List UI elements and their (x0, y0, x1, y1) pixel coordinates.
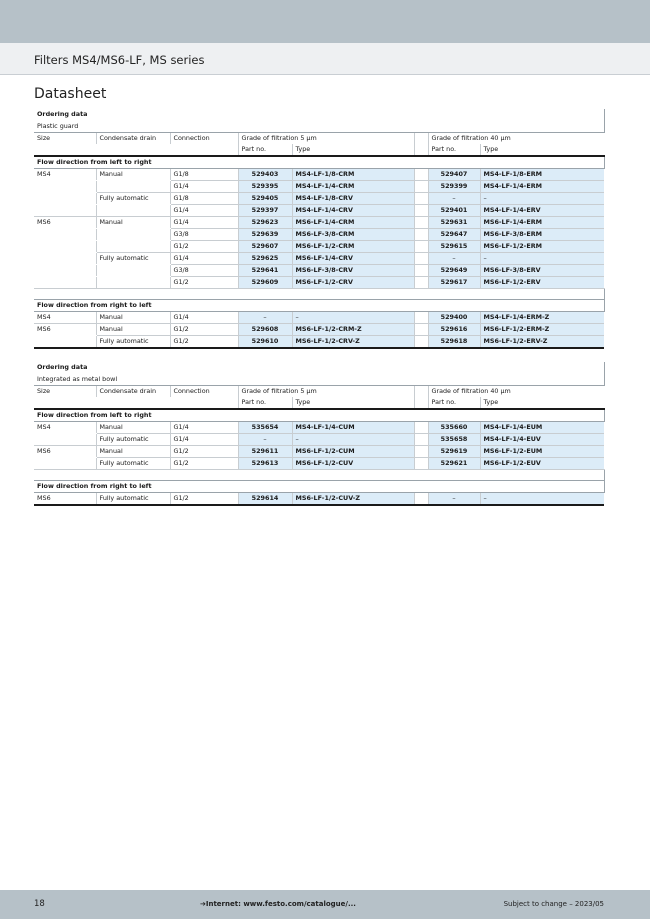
part-no-5um-cell: 529395 (238, 180, 292, 192)
header-size: Size (34, 132, 96, 144)
page-title: Datasheet (34, 86, 107, 102)
condensate-drain-cell: Fully automatic (96, 252, 170, 264)
part-no-40um-cell: 529618 (428, 336, 480, 349)
gap-cell (414, 433, 428, 445)
section-subtitle: Integrated as metal bowl (34, 374, 604, 386)
connection-cell: G1/2 (170, 493, 238, 506)
size-cell (34, 264, 96, 276)
top-bar (0, 0, 650, 43)
type-40um-cell: MS6-LF-1/2-ERM (480, 240, 604, 252)
table-row (34, 493, 604, 506)
connection-cell: G3/8 (170, 264, 238, 276)
header-condensate-drain: Condensate drain (96, 385, 170, 397)
gap-cell (414, 216, 428, 228)
catalogue-link[interactable]: ➔Internet: www.festo.com/catalogue/... (200, 900, 356, 908)
header-gap (414, 397, 428, 409)
gap-cell (414, 192, 428, 204)
connection-cell: G1/4 (170, 180, 238, 192)
size-cell: MS6 (37, 217, 51, 226)
connection-cell: G1/2 (170, 324, 238, 336)
type-5um-cell: MS6-LF-1/2-CRM (292, 240, 414, 252)
header-type: Type (480, 144, 604, 156)
ordering-section-plastic-guard (34, 109, 604, 349)
gap-cell (414, 493, 428, 506)
connection-cell: G1/4 (170, 312, 238, 324)
type-40um-cell: MS4-LF-1/4-ERM-Z (480, 312, 604, 324)
type-5um-cell: – (292, 312, 414, 324)
type-5um-cell: MS6-LF-3/8-CRV (292, 264, 414, 276)
condensate-drain-cell: Manual (96, 445, 170, 457)
gap-cell (414, 324, 428, 336)
part-no-40um-cell: 529615 (428, 240, 480, 252)
section-title: Ordering data (34, 109, 604, 121)
condensate-drain-cell (96, 228, 170, 240)
type-40um-cell: MS4-LF-1/4-ERV (480, 204, 604, 216)
part-no-5um-cell: 529623 (238, 216, 292, 228)
gap-cell (414, 252, 428, 264)
connection-cell: G1/2 (170, 240, 238, 252)
size-cell (34, 276, 96, 288)
gap-cell (414, 204, 428, 216)
part-no-40um-cell: 529649 (428, 264, 480, 276)
size-cell (34, 228, 96, 240)
type-5um-cell: MS4-LF-1/4-CUM (292, 421, 414, 433)
part-no-40um-cell: 529399 (428, 180, 480, 192)
type-40um-cell: – (480, 192, 604, 204)
size-cell (34, 240, 96, 252)
connection-cell: G1/2 (170, 445, 238, 457)
connection-cell: G1/4 (170, 204, 238, 216)
size-cell (34, 336, 96, 349)
ordering-section-metal-bowl (34, 362, 604, 506)
gap-cell (414, 421, 428, 433)
table-row (34, 192, 604, 204)
header-connection: Connection (170, 132, 238, 144)
type-40um-cell: MS6-LF-1/2-EUV (480, 457, 604, 469)
connection-cell: G1/8 (170, 168, 238, 180)
part-no-5um-cell: 529641 (238, 264, 292, 276)
condensate-drain-cell: Fully automatic (96, 336, 170, 349)
type-40um-cell: MS4-LF-1/4-ERM (480, 180, 604, 192)
connection-cell: G1/8 (170, 192, 238, 204)
type-40um-cell: – (480, 493, 604, 506)
condensate-drain-cell: Manual (96, 421, 170, 433)
gap-cell (414, 264, 428, 276)
part-no-40um-cell: 529400 (428, 312, 480, 324)
table-row (34, 336, 604, 349)
table-row (34, 252, 604, 264)
connection-cell: G3/8 (170, 228, 238, 240)
part-no-5um-cell: 529403 (238, 168, 292, 180)
table-row (34, 457, 604, 469)
type-5um-cell: MS6-LF-1/2-CUM (292, 445, 414, 457)
connection-cell: G1/4 (170, 252, 238, 264)
gap-cell (414, 336, 428, 349)
part-no-5um-cell: 529625 (238, 252, 292, 264)
header-part-no: Part no. (428, 144, 480, 156)
condensate-drain-cell: Manual (96, 324, 170, 336)
type-40um-cell: MS6-LF-3/8-ERM (480, 228, 604, 240)
gap-cell (414, 168, 428, 180)
part-no-40um-cell: – (428, 493, 480, 506)
size-cell: MS6 (37, 325, 51, 333)
type-40um-cell: – (480, 252, 604, 264)
condensate-drain-cell: Fully automatic (96, 457, 170, 469)
gap-cell (414, 180, 428, 192)
table-row (34, 216, 604, 228)
part-no-5um-cell: 529639 (238, 228, 292, 240)
size-cell (34, 192, 96, 204)
spacer (34, 288, 604, 300)
header-size: Size (34, 385, 96, 397)
size-cell: MS4 (34, 312, 96, 324)
part-no-40um-cell: – (428, 252, 480, 264)
table-row (34, 276, 604, 288)
part-no-40um-cell: 529647 (428, 228, 480, 240)
ordering-table (34, 109, 605, 349)
condensate-drain-cell: Manual (96, 312, 170, 324)
header-blank (34, 144, 96, 156)
type-40um-cell: MS6-LF-3/8-ERV (480, 264, 604, 276)
header-blank (170, 397, 238, 409)
size-cell: MS4 (37, 169, 51, 178)
page-number: 18 (34, 899, 45, 909)
part-no-5um-cell: – (238, 433, 292, 445)
header-gap (414, 132, 428, 144)
type-5um-cell: MS4-LF-1/8-CRV (292, 192, 414, 204)
section-subtitle: Plastic guard (34, 121, 604, 133)
header-gap (414, 144, 428, 156)
header-connection: Connection (170, 385, 238, 397)
flow-direction-label: Flow direction from right to left (34, 300, 604, 312)
gap-cell (414, 445, 428, 457)
type-5um-cell: MS6-LF-1/2-CUV (292, 457, 414, 469)
header-part-no: Part no. (428, 397, 480, 409)
size-cell: MS6 (37, 446, 51, 455)
section-title: Ordering data (34, 362, 604, 374)
header-grade-40um: Grade of filtration 40 µm (428, 132, 604, 144)
type-40um-cell: MS6-LF-1/4-ERM (480, 216, 604, 228)
table-row (34, 180, 604, 192)
type-40um-cell: MS4-LF-1/8-ERM (480, 168, 604, 180)
part-no-5um-cell: 529609 (238, 276, 292, 288)
table-row (34, 204, 604, 216)
connection-cell: G1/4 (170, 216, 238, 228)
type-40um-cell: MS6-LF-1/2-ERV (480, 276, 604, 288)
connection-cell: G1/2 (170, 276, 238, 288)
header-type: Type (480, 397, 604, 409)
part-no-40um-cell: 529619 (428, 445, 480, 457)
header-blank (96, 144, 170, 156)
size-cell (34, 433, 96, 445)
part-no-40um-cell: 529617 (428, 276, 480, 288)
header-part-no: Part no. (238, 397, 292, 409)
type-5um-cell: MS6-LF-1/2-CUV-Z (292, 493, 414, 506)
table-row (34, 228, 604, 240)
ordering-table (34, 362, 605, 506)
table-row (34, 240, 604, 252)
condensate-drain-cell: Fully automatic (96, 433, 170, 445)
condensate-drain-cell (96, 180, 170, 192)
header-condensate-drain: Condensate drain (96, 132, 170, 144)
condensate-drain-cell: Manual (96, 216, 170, 228)
gap-cell (414, 457, 428, 469)
part-no-40um-cell: 529621 (428, 457, 480, 469)
size-cell: MS4 (37, 422, 51, 431)
connection-cell: G1/4 (170, 421, 238, 433)
condensate-drain-cell: Fully automatic (96, 493, 170, 506)
header-grade-5um: Grade of filtration 5 µm (238, 385, 414, 397)
table-row (34, 433, 604, 445)
part-no-5um-cell: 529608 (238, 324, 292, 336)
flow-direction-label: Flow direction from left to right (34, 409, 604, 422)
part-no-5um-cell: 529397 (238, 204, 292, 216)
part-no-40um-cell: 529401 (428, 204, 480, 216)
connection-cell: G1/4 (170, 433, 238, 445)
table-row (34, 264, 604, 276)
part-no-5um-cell: 529405 (238, 192, 292, 204)
header-part-no: Part no. (238, 144, 292, 156)
part-no-5um-cell: – (238, 312, 292, 324)
part-no-40um-cell: 529631 (428, 216, 480, 228)
type-5um-cell: MS6-LF-1/4-CRM (292, 216, 414, 228)
gap-cell (414, 228, 428, 240)
part-no-40um-cell: 535660 (428, 421, 480, 433)
type-5um-cell: – (292, 433, 414, 445)
flow-direction-label: Flow direction from left to right (34, 156, 604, 169)
gap-cell (414, 312, 428, 324)
type-40um-cell: MS4-LF-1/4-EUV (480, 433, 604, 445)
table-row (34, 312, 604, 324)
type-5um-cell: MS6-LF-1/2-CRV (292, 276, 414, 288)
header-grade-40um: Grade of filtration 40 µm (428, 385, 604, 397)
header-grade-5um: Grade of filtration 5 µm (238, 132, 414, 144)
type-40um-cell: MS6-LF-1/2-ERM-Z (480, 324, 604, 336)
type-40um-cell: MS6-LF-1/2-EUM (480, 445, 604, 457)
part-no-5um-cell: 529607 (238, 240, 292, 252)
header-blank (170, 144, 238, 156)
part-no-5um-cell: 529614 (238, 493, 292, 506)
size-cell: MS6 (34, 493, 96, 506)
condensate-drain-cell: Manual (96, 168, 170, 180)
series-title: Filters MS4/MS6-LF, MS series (34, 53, 205, 67)
spacer (34, 469, 604, 481)
size-cell (34, 457, 96, 469)
part-no-5um-cell: 529613 (238, 457, 292, 469)
condensate-drain-cell (96, 240, 170, 252)
part-no-5um-cell: 535654 (238, 421, 292, 433)
part-no-5um-cell: 529610 (238, 336, 292, 349)
type-5um-cell: MS6-LF-1/2-CRM-Z (292, 324, 414, 336)
table-row (34, 421, 604, 433)
connection-cell: G1/2 (170, 336, 238, 349)
type-40um-cell: MS6-LF-1/2-ERV-Z (480, 336, 604, 349)
type-5um-cell: MS6-LF-1/4-CRV (292, 252, 414, 264)
size-cell (34, 180, 96, 192)
part-no-40um-cell: 529616 (428, 324, 480, 336)
header-type: Type (292, 397, 414, 409)
part-no-40um-cell: – (428, 192, 480, 204)
type-5um-cell: MS4-LF-1/8-CRM (292, 168, 414, 180)
part-no-40um-cell: 535658 (428, 433, 480, 445)
gap-cell (414, 276, 428, 288)
header-gap (414, 385, 428, 397)
condensate-drain-cell: Fully automatic (96, 192, 170, 204)
table-row (34, 168, 604, 180)
header-type: Type (292, 144, 414, 156)
type-5um-cell: MS6-LF-3/8-CRM (292, 228, 414, 240)
size-cell (34, 204, 96, 216)
flow-direction-label: Flow direction from right to left (34, 481, 604, 493)
type-5um-cell: MS4-LF-1/4-CRM (292, 180, 414, 192)
size-cell (34, 252, 96, 264)
table-row (34, 324, 604, 336)
condensate-drain-cell (96, 204, 170, 216)
part-no-5um-cell: 529611 (238, 445, 292, 457)
type-40um-cell: MS4-LF-1/4-EUM (480, 421, 604, 433)
condensate-drain-cell (96, 276, 170, 288)
type-5um-cell: MS4-LF-1/4-CRV (292, 204, 414, 216)
type-5um-cell: MS6-LF-1/2-CRV-Z (292, 336, 414, 349)
header-blank (96, 397, 170, 409)
header-blank (34, 397, 96, 409)
part-no-40um-cell: 529407 (428, 168, 480, 180)
gap-cell (414, 240, 428, 252)
table-row (34, 445, 604, 457)
change-note: Subject to change – 2023/05 (503, 900, 604, 908)
connection-cell: G1/2 (170, 457, 238, 469)
condensate-drain-cell (96, 264, 170, 276)
